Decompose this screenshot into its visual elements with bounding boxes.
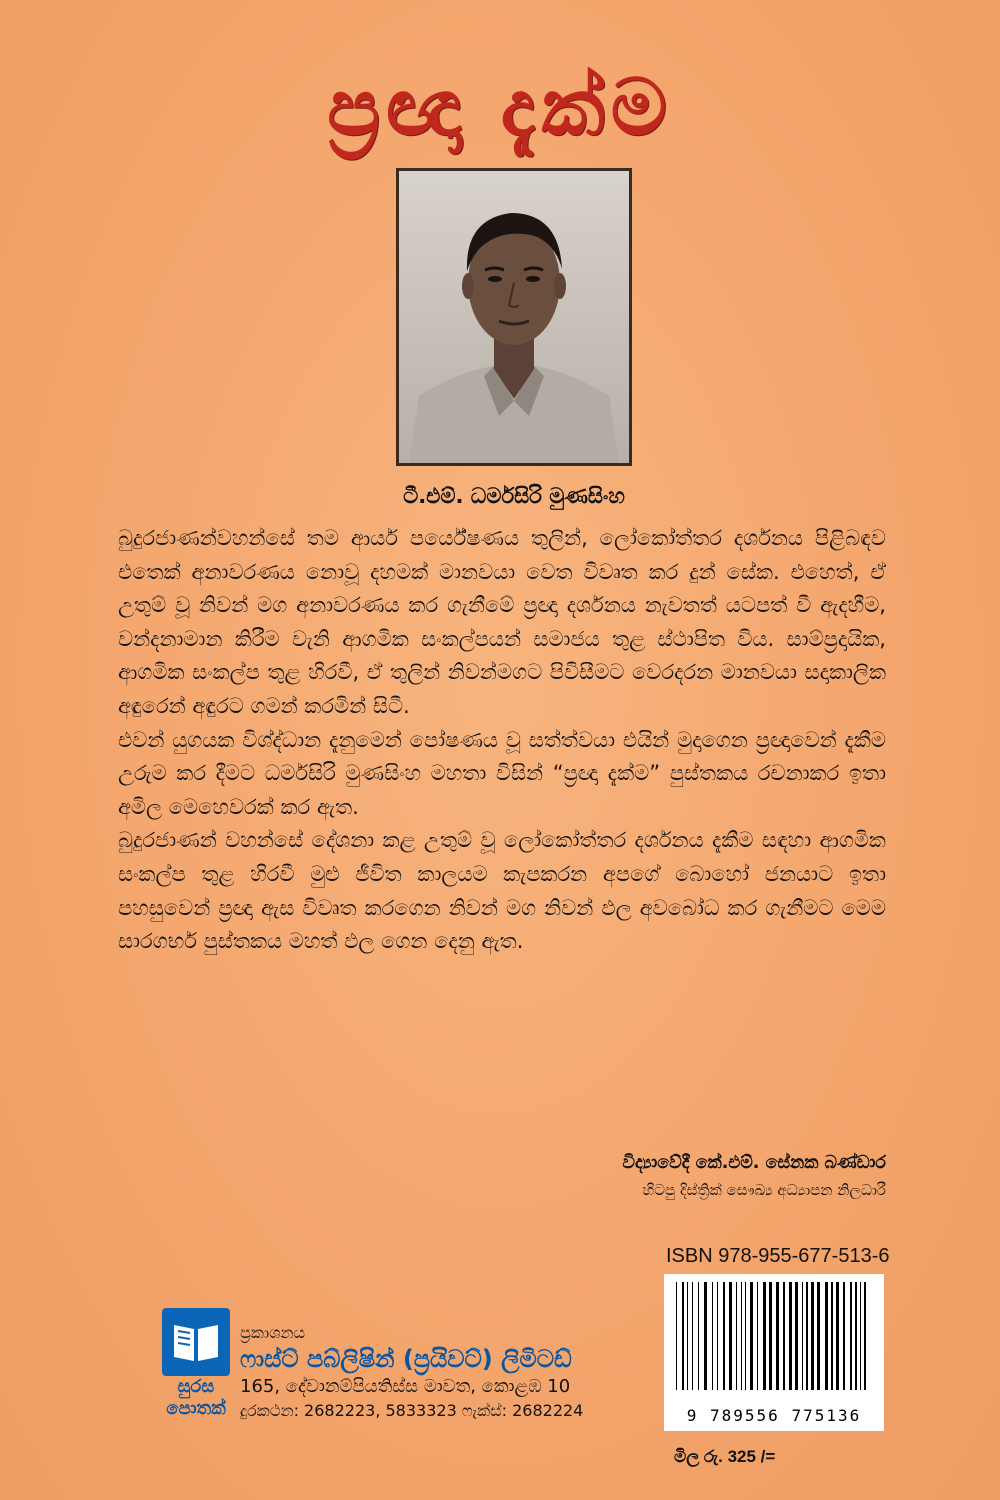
barcode-bar	[795, 1282, 798, 1390]
reviewer-title: හිටපු දිස්ත්‍රික් සෞඛ්‍ය අධ්‍යාපන නිලධාරී	[642, 1181, 886, 1199]
logo-text-line2: පොතක්	[166, 1398, 226, 1419]
reviewer-name: විද්‍යාවේදී කේ.එම්. සේනක බණ්ඩාර	[622, 1153, 886, 1173]
book-title: ප්‍රඥා දැක්ම	[327, 62, 673, 153]
blurb-paragraph: බුදුරජාණන්වහන්සේ තම ආර්ය පර්යේෂණය තුලින්, ලෝකෝත්තර දර්ශනය පිළිබඳව එතෙක් අනාවරණය නොවූ දහමක් මානවයා වෙත විවෘත කර දුන් සේක. එහෙත්, ඒ උතුම් වූ නිවන් මග අනාවරණය කර ගැනීමේ ප්‍රඥා දර්ශනය නැවතත් යටපත් වී ඇදහීම, වන්දනාමාන කිරීම වැනි ආගමික සංකල්පයන් සමාජය තුළ ස්ථාපිත විය. සාම්ප්‍රදායික, ආගමික සංකල්ප තුළ හිරවී, ඒ තුලින් නිවන්මගට පිවිසීමට වෙරදරන මානවයා සදාකාලික අඳුරෙන් අඳුරට ගමන් කරමින් සිටී.	[118, 526, 886, 718]
blurb-paragraph: එවන් යුගයක විශ්ද්ධාන දැනුමෙන් පෝෂණය වූ සත්ත්වයා එයින් මුදාගෙන ප්‍රඥාවෙන් දැකීම උරුම කර දීමට ධර්මසිරි මුණසිංහ මහතා විසින් “ප්‍රඥා දැක්ම” පුස්තකය රචනාකර ඉතා අමිල මෙහෙවරක් කර ඇත.	[118, 727, 886, 819]
publisher-logo	[162, 1308, 230, 1428]
barcode-bar	[789, 1282, 792, 1390]
logo-text-line1: සුරස	[177, 1376, 215, 1397]
barcode-bar	[750, 1282, 753, 1390]
barcode-bar	[763, 1282, 766, 1390]
barcode-bar	[692, 1282, 693, 1390]
barcode-bar	[811, 1282, 814, 1390]
barcode-bar	[687, 1282, 688, 1390]
barcode-bar	[704, 1282, 707, 1390]
publisher-phone: දුරකථන: 2682223, 5833323 ෆැක්ස්: 2682224	[240, 1401, 584, 1420]
barcode-bar	[736, 1282, 737, 1390]
barcode-bar	[850, 1282, 852, 1390]
barcode-digits: 9 789556 775136	[686, 1406, 862, 1425]
barcode-bar	[769, 1282, 772, 1390]
barcode-bar	[802, 1282, 803, 1390]
barcode-bar	[806, 1282, 808, 1390]
barcode-bar	[855, 1282, 857, 1390]
barcode-bar	[825, 1282, 828, 1390]
barcode-bar	[741, 1282, 742, 1390]
barcode	[664, 1274, 884, 1431]
barcode-bar	[745, 1282, 746, 1390]
barcode-bar	[717, 1282, 718, 1390]
barcode-bar	[831, 1282, 833, 1390]
open-book-icon	[162, 1308, 230, 1376]
barcode-bar	[682, 1282, 684, 1390]
barcode-bar	[729, 1282, 732, 1390]
author-portrait-photo	[399, 171, 629, 463]
publisher-address: 165, දේවානම්පියතිස්ස මාවත, කොළඹ 10	[240, 1376, 571, 1397]
barcode-bar	[817, 1282, 820, 1390]
reviewer-signature	[622, 1149, 886, 1203]
isbn-label: ISBN 978-955-677-513-6	[666, 1245, 890, 1267]
barcode-bar	[698, 1282, 699, 1390]
barcode-bar	[864, 1282, 866, 1390]
author-photo	[396, 168, 632, 466]
barcode-bar	[783, 1282, 785, 1390]
barcode-bar	[843, 1282, 845, 1390]
barcode-bar	[776, 1282, 779, 1390]
price-label: මිල රු. 325 /=	[674, 1447, 776, 1466]
barcode-bar	[757, 1282, 758, 1390]
barcode-bar	[860, 1282, 861, 1390]
publisher-name: ෆාස්ට් පබ්ලිෂින් (ප්‍රයිවට්) ලිමිටඩ්	[240, 1345, 572, 1373]
blurb-paragraph: බුදුරජාණන් වහන්සේ දේශනා කළ උතුම් වූ ලෝකෝත්තර දර්ශනය දැකීම සඳහා ආගමික සංකල්ප තුළ හිරවී මුළු ජීවිත කාලයම කැපකරන අපගේ බොහෝ ජනයාට ඉතා පහසුවෙන් ප්‍රඥා ඇස විවෘත කරගෙන නිවන් මග නිවන් ඵල අවබෝධ කර ගැනීමට මෙම සාරගර්භ පුස්තකය මහත් ඵල ගෙන දෙනු ඇත.	[118, 828, 886, 954]
publisher-label: ප්‍රකාශනය	[240, 1323, 306, 1342]
barcode-bars	[674, 1282, 874, 1394]
barcode-bar	[712, 1282, 713, 1390]
blurb-text	[118, 522, 886, 959]
publisher-info	[240, 1322, 680, 1422]
author-name: ටී.එම්. ධර්මසිරි මුණසිංහ	[403, 484, 625, 508]
barcode-bar	[836, 1282, 839, 1390]
barcode-bar	[723, 1282, 725, 1390]
